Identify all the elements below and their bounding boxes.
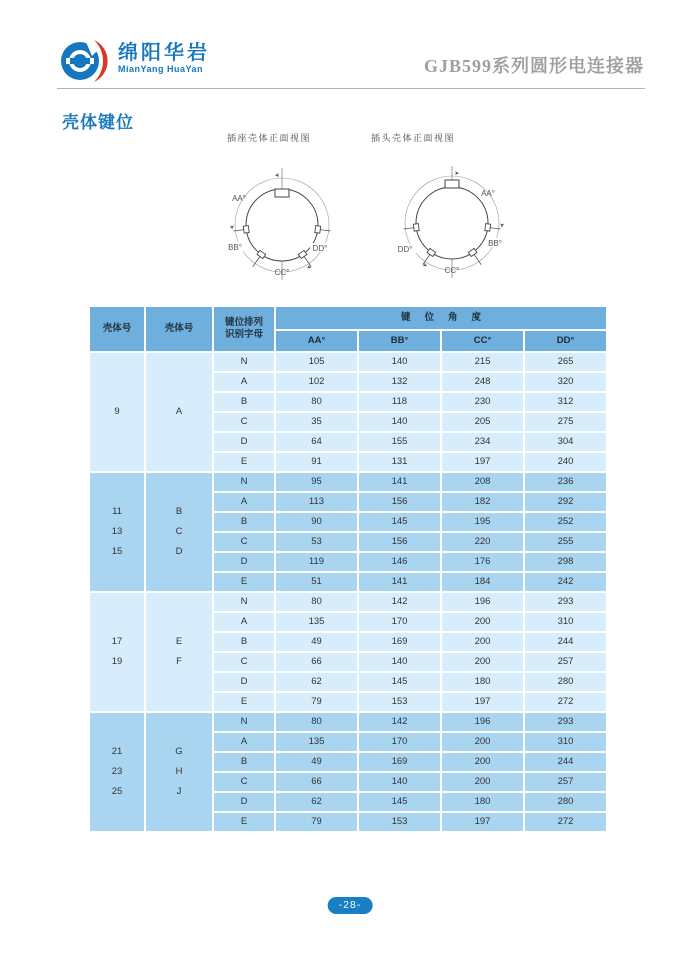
angle-bb-cell: 156 — [358, 532, 441, 552]
key-letter-cell: E — [213, 452, 275, 472]
angle-dd-cell: 312 — [524, 392, 607, 412]
angle-cc-cell: 184 — [441, 572, 524, 592]
angle-label-dd: DD° — [397, 245, 413, 254]
angle-bb-cell: 141 — [358, 572, 441, 592]
shell-letter-cell: B C D — [145, 472, 213, 592]
page-number-badge: -28- — [328, 897, 373, 914]
angle-dd-cell: 298 — [524, 552, 607, 572]
angle-aa-cell: 79 — [275, 692, 358, 712]
angle-dd-cell: 255 — [524, 532, 607, 552]
angle-bb-cell: 141 — [358, 472, 441, 492]
angle-dd-cell: 240 — [524, 452, 607, 472]
plug-figure-caption: 插头壳体正面视图 — [371, 133, 456, 143]
key-letter-cell: B — [213, 752, 275, 772]
angle-bb-cell: 170 — [358, 612, 441, 632]
shell-letter-cell: A — [145, 352, 213, 472]
key-letter-cell: E — [213, 812, 275, 832]
angle-cc-cell: 196 — [441, 712, 524, 732]
angle-dd-cell: 265 — [524, 352, 607, 372]
angle-cc-cell: 200 — [441, 732, 524, 752]
angle-aa-cell: 80 — [275, 592, 358, 612]
angle-aa-cell: 105 — [275, 352, 358, 372]
brand-name-en: MianYang HuaYan — [118, 64, 204, 74]
header-divider — [57, 88, 645, 89]
key-letter-cell: B — [213, 392, 275, 412]
angle-bb-cell: 145 — [358, 792, 441, 812]
col-header-angle-2: CC° — [441, 330, 524, 352]
angle-aa-cell: 80 — [275, 392, 358, 412]
key-angle-table-body — [89, 352, 607, 832]
key-letter-cell: B — [213, 632, 275, 652]
section-title: 壳体键位 — [62, 113, 134, 132]
angle-dd-cell: 272 — [524, 812, 607, 832]
angle-dd-cell: 293 — [524, 592, 607, 612]
key-letter-cell: A — [213, 612, 275, 632]
angle-dd-cell: 242 — [524, 572, 607, 592]
company-logo-icon — [58, 36, 112, 86]
angle-label-cc: CC° — [274, 268, 290, 277]
col-header-shell-number-1: 壳体号 — [89, 306, 145, 352]
angle-cc-cell: 215 — [441, 352, 524, 372]
key-letter-cell: B — [213, 512, 275, 532]
col-header-shell-number-2: 壳体号 — [145, 306, 213, 352]
angle-dd-cell: 236 — [524, 472, 607, 492]
angle-aa-cell: 35 — [275, 412, 358, 432]
angle-bb-cell: 155 — [358, 432, 441, 452]
angle-bb-cell: 146 — [358, 552, 441, 572]
angle-aa-cell: 53 — [275, 532, 358, 552]
document-title: GJB599系列圆形电连接器 — [423, 56, 644, 76]
table-row — [89, 592, 607, 612]
angle-aa-cell: 91 — [275, 452, 358, 472]
angle-aa-cell: 119 — [275, 552, 358, 572]
key-letter-cell: C — [213, 772, 275, 792]
angle-bb-cell: 169 — [358, 752, 441, 772]
angle-dd-cell: 310 — [524, 612, 607, 632]
angle-dd-cell: 280 — [524, 792, 607, 812]
angle-bb-cell: 140 — [358, 352, 441, 372]
angle-cc-cell: 220 — [441, 532, 524, 552]
angle-label-cc: CC° — [444, 266, 460, 275]
angle-aa-cell: 49 — [275, 752, 358, 772]
angle-cc-cell: 182 — [441, 492, 524, 512]
angle-bb-cell: 153 — [358, 812, 441, 832]
socket-top-keyway — [275, 189, 289, 197]
angle-dd-cell: 320 — [524, 372, 607, 392]
table-row — [89, 352, 607, 372]
col-header-angle-0: AA° — [275, 330, 358, 352]
angle-aa-cell: 102 — [275, 372, 358, 392]
angle-dd-cell: 272 — [524, 692, 607, 712]
angle-aa-cell: 135 — [275, 732, 358, 752]
socket-shell-diagram — [206, 152, 360, 292]
angle-dd-cell: 257 — [524, 652, 607, 672]
angle-cc-cell: 176 — [441, 552, 524, 572]
angle-aa-cell: 95 — [275, 472, 358, 492]
key-letter-cell: C — [213, 412, 275, 432]
col-header-angle-1: BB° — [358, 330, 441, 352]
key-letter-cell: A — [213, 492, 275, 512]
angle-bb-cell: 142 — [358, 592, 441, 612]
col-header-angle-3: DD° — [524, 330, 607, 352]
angle-aa-cell: 66 — [275, 772, 358, 792]
angle-bb-cell: 132 — [358, 372, 441, 392]
angle-cc-cell: 230 — [441, 392, 524, 412]
angle-bb-cell: 118 — [358, 392, 441, 412]
shell-letter-cell: G H J — [145, 712, 213, 832]
angle-aa-cell: 49 — [275, 632, 358, 652]
angle-cc-cell: 180 — [441, 792, 524, 812]
key-letter-cell: N — [213, 472, 275, 492]
angle-bb-cell: 142 — [358, 712, 441, 732]
angle-label-bb: BB° — [488, 239, 502, 248]
angle-bb-cell: 153 — [358, 692, 441, 712]
angle-aa-cell: 135 — [275, 612, 358, 632]
angle-cc-cell: 197 — [441, 812, 524, 832]
angle-cc-cell: 200 — [441, 632, 524, 652]
plug-top-keyway — [445, 180, 459, 188]
angle-aa-cell: 51 — [275, 572, 358, 592]
shell-number-cell: 11 13 15 — [89, 472, 145, 592]
table-row — [89, 472, 607, 492]
key-letter-cell: C — [213, 652, 275, 672]
key-letter-cell: A — [213, 372, 275, 392]
angle-cc-cell: 197 — [441, 692, 524, 712]
angle-bb-cell: 140 — [358, 772, 441, 792]
brand-name-cn: 绵阳华岩 — [118, 42, 210, 64]
table-row — [89, 712, 607, 732]
key-letter-cell: E — [213, 692, 275, 712]
angle-aa-cell: 64 — [275, 432, 358, 452]
angle-cc-cell: 200 — [441, 772, 524, 792]
brand-block — [118, 42, 210, 74]
socket-figure-caption: 插座壳体正面视图 — [227, 133, 312, 143]
angle-dd-cell: 304 — [524, 432, 607, 452]
angle-cc-cell: 196 — [441, 592, 524, 612]
angle-cc-cell: 200 — [441, 652, 524, 672]
key-letter-cell: D — [213, 432, 275, 452]
angle-bb-cell: 170 — [358, 732, 441, 752]
key-letter-cell: A — [213, 732, 275, 752]
angle-bb-cell: 140 — [358, 412, 441, 432]
angle-cc-cell: 205 — [441, 412, 524, 432]
angle-cc-cell: 200 — [441, 752, 524, 772]
angle-cc-cell: 234 — [441, 432, 524, 452]
key-letter-cell: C — [213, 532, 275, 552]
angle-bb-cell: 156 — [358, 492, 441, 512]
angle-cc-cell: 208 — [441, 472, 524, 492]
key-letter-cell: D — [213, 792, 275, 812]
angle-bb-cell: 145 — [358, 672, 441, 692]
angle-dd-cell: 252 — [524, 512, 607, 532]
col-header-key-letter — [213, 306, 275, 352]
key-letter-cell: D — [213, 552, 275, 572]
angle-dd-cell: 244 — [524, 752, 607, 772]
key-angle-table — [88, 305, 606, 833]
angle-dd-cell: 275 — [524, 412, 607, 432]
angle-aa-cell: 79 — [275, 812, 358, 832]
shell-number-cell: 21 23 25 — [89, 712, 145, 832]
col-header-key-letter-line2: 识别字母 — [224, 329, 263, 340]
shell-number-cell: 9 — [89, 352, 145, 472]
angle-cc-cell: 195 — [441, 512, 524, 532]
angle-aa-cell: 80 — [275, 712, 358, 732]
angle-dd-cell: 244 — [524, 632, 607, 652]
angle-dd-cell: 257 — [524, 772, 607, 792]
key-letter-cell: D — [213, 672, 275, 692]
key-letter-cell: N — [213, 592, 275, 612]
angle-label-dd: DD° — [312, 244, 328, 253]
angle-aa-cell: 90 — [275, 512, 358, 532]
angle-aa-cell: 113 — [275, 492, 358, 512]
angle-dd-cell: 310 — [524, 732, 607, 752]
key-letter-cell: N — [213, 352, 275, 372]
angle-bb-cell: 131 — [358, 452, 441, 472]
angle-dd-cell: 293 — [524, 712, 607, 732]
angle-aa-cell: 62 — [275, 672, 358, 692]
plug-shell-diagram — [376, 152, 530, 292]
angle-cc-cell: 180 — [441, 672, 524, 692]
angle-bb-cell: 169 — [358, 632, 441, 652]
angle-label-aa: AA° — [481, 189, 495, 198]
angle-cc-cell: 200 — [441, 612, 524, 632]
angle-bb-cell: 140 — [358, 652, 441, 672]
shell-number-cell: 17 19 — [89, 592, 145, 712]
angle-bb-cell: 145 — [358, 512, 441, 532]
angle-label-aa: AA° — [232, 194, 246, 203]
angle-cc-cell: 248 — [441, 372, 524, 392]
col-header-key-letter-line1: 键位排列 — [224, 317, 263, 328]
angle-label-bb: BB° — [228, 243, 242, 252]
angle-cc-cell: 197 — [441, 452, 524, 472]
col-header-angle-group: 键位角度 — [275, 306, 607, 330]
key-letter-cell: N — [213, 712, 275, 732]
angle-dd-cell: 280 — [524, 672, 607, 692]
key-letter-cell: E — [213, 572, 275, 592]
angle-aa-cell: 62 — [275, 792, 358, 812]
angle-aa-cell: 66 — [275, 652, 358, 672]
shell-letter-cell: E F — [145, 592, 213, 712]
angle-dd-cell: 292 — [524, 492, 607, 512]
